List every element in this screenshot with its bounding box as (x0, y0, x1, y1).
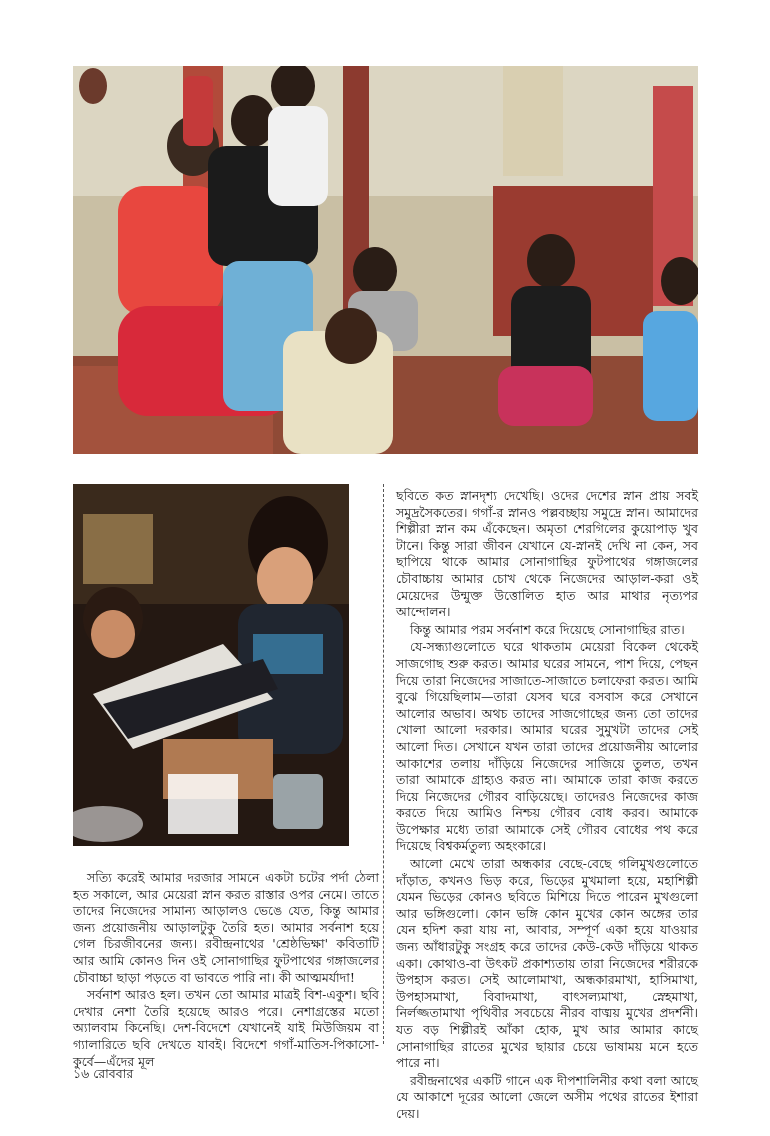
column-divider (383, 484, 384, 1044)
left-paragraph-1: সত্যি করেই আমার দরজার সামনে একটা চটের পর্দা ঠেলা হত সকালে, আর মেয়েরা স্নান করত রাস্তার ওপর নেমে। তাতে তাদের নিজেদের সামান্য আড়ালও ভেঙে যেত, কিন্তু আমার জন্য প্রয়োজনীয় আড়ালটুকু তৈরি হত। আমার সর্বনাশ হয়ে গেল চিরজীবনের জন্য। রবীন্দ্রনাথের 'শ্রেষ্ঠভিক্ষা' কবিতাটি আর আমি কোনও দিন ওই সোনাগাছির ফুটপাথের গঙ্গাজলের চৌবাচ্চা ছাড়া পড়তে বা ভাবতে পারি না। কী আত্মমর্যাদা! (73, 870, 379, 985)
left-column (73, 870, 379, 1071)
right-paragraph-2: কিন্তু আমার পরম সর্বনাশ করে দিয়েছে সোনাগাছির রাত। (410, 621, 685, 637)
page-folio: ১৬ রোববার (73, 1066, 134, 1081)
left-photo (73, 484, 349, 846)
right-column (396, 488, 698, 1124)
right-paragraph-5: রবীন্দ্রনাথের একটি গানে এক দীপশালিনীর কথা বলা আছে যে আকাশে দূরের আলো জেলে অসীম পথের রাতের ইশারা দেয়। (396, 1072, 698, 1121)
right-paragraph-1: ছবিতে কত স্নানদৃশ্য দেখেছি। ওদের দেশের স্নান প্রায় সবই সমুদ্রসৈকতের। গগাঁ-র স্নানও পল্লবচ্ছায় সমুদ্রে স্নান। আমাদের শিল্পীরা স্নান কম এঁকেছেন। অমৃতা শেরগিলের কুয়োপাড় খুব টানে। কিন্তু সারা জীবন যেখানে যে-স্নানই দেখি না কেন, সব ছাপিয়ে থাকে আমার সোনাগাছির ফুটপাথের গঙ্গাজলের চৌবাচ্চায় আমার চোখ থেকে নিজেদের আড়াল-করা ওই মেয়েদের উন্মুক্ত উত্তোলিত হাত আর মাথার নৃত্যপর আন্দোলন। (396, 488, 698, 620)
top-photo (73, 66, 698, 454)
left-paragraph-2: সর্বনাশ আরও হল। তখন তো আমার মাত্রই বিশ-একুশ। ছবি দেখার নেশা তৈরি হয়েছে আরও পরে। নেশাগ্রস্তের মতো অ্যালবাম কিনেছি। দেশ-বিদেশে যেখানেই যাই মিউজিয়ম বা গ্যালারিতে ছবি দেখতে যাবই। বিদেশে গগাঁ-মাতিস-পিকাসো-কুর্বে—এঁদের মূল (73, 987, 379, 1069)
right-paragraph-3: যে-সন্ধ্যাগুলোতে ঘরে থাকতাম মেয়েরা বিকেল থেকেই সাজগোছ শুরু করত। আমার ঘরের সামনে, পাশ দিয়ে, পেছন দিয়ে তারা নিজেদের সাজাতে-সাজাতে চলাফেরা করত। আমি বুঝে গিয়েছিলাম—তারা যেসব ঘরে বসবাস করে সেখানে আলোর অভাব। অথচ তাদের সাজগোছের জন্য তো তাদের খোলা আলো দরকার। আমার ঘরের সুমুখটা তাদের সেই আলো দিত। সেখানে যখন তারা তাদের প্রয়োজনীয় আলোর আকাশের তলায় দাঁড়িয়ে নিজেদের সাজিয়ে তুলত, তখন তারা আমাকে গ্রাহ্যও করত না। আমাকে তারা কাজ করতে দিয়ে নিজেদের গৌরব বাড়িয়েছে। তাদেরও নিজেদের কাজ করতে দিয়ে আমিও নিশ্চয় গৌরব বোধ করব। আমাকে উপেক্ষার মধ্যে তারা আমাকে সেই গৌরব বোধের পথ করে দিয়েছে বিশ্বকর্মতুল্য অহংকারে। (396, 639, 698, 854)
right-paragraph-4: আলো মেখে তারা অন্ধকার বেছে-বেছে গলিমুখগুলোতে দাঁড়াত, কখনও ভিড় করে, ভিড়ের মুখমালা হয়ে, মহাশিল্পী যেমন ভিড়ের কোনও ছবিতে মিশিয়ে দিতে পারেন মুখগুলো আর ভঙ্গিগুলো। কোন ভঙ্গি কোন মুখের কোন অঙ্গের তার যেন হদিশ করা যায় না, আবার, সম্পূর্ণ একা হয়ে যাওয়ার জন্য আঁধারটুকু সংগ্রহ করে তাদের কেউ-কেউ দাঁড়িয়ে থাকত একা। কোথাও-বা উৎকট প্রকাশ্যতায় তারা নিজেদের শরীরকে উপহাস করত। সেই আলোমাখা, অন্ধকারমাখা, হাসিমাখা, উপহাসমাখা, বিবাদমাখা, বাৎসল্যমাখা, স্নেহমাখা, নির্লজ্জতামাখা পৃথিবীর সবচেয়ে নীরব বাঙ্ময় মুখের প্রদর্শনী। যত বড় শিল্পীরই আঁকা হোক, মুখ আর আমার কাছে সোনাগাছির রাতের মুখের ছায়ার চেয়ে ভাষাময় মনে হতে পারে না। (396, 856, 698, 1071)
